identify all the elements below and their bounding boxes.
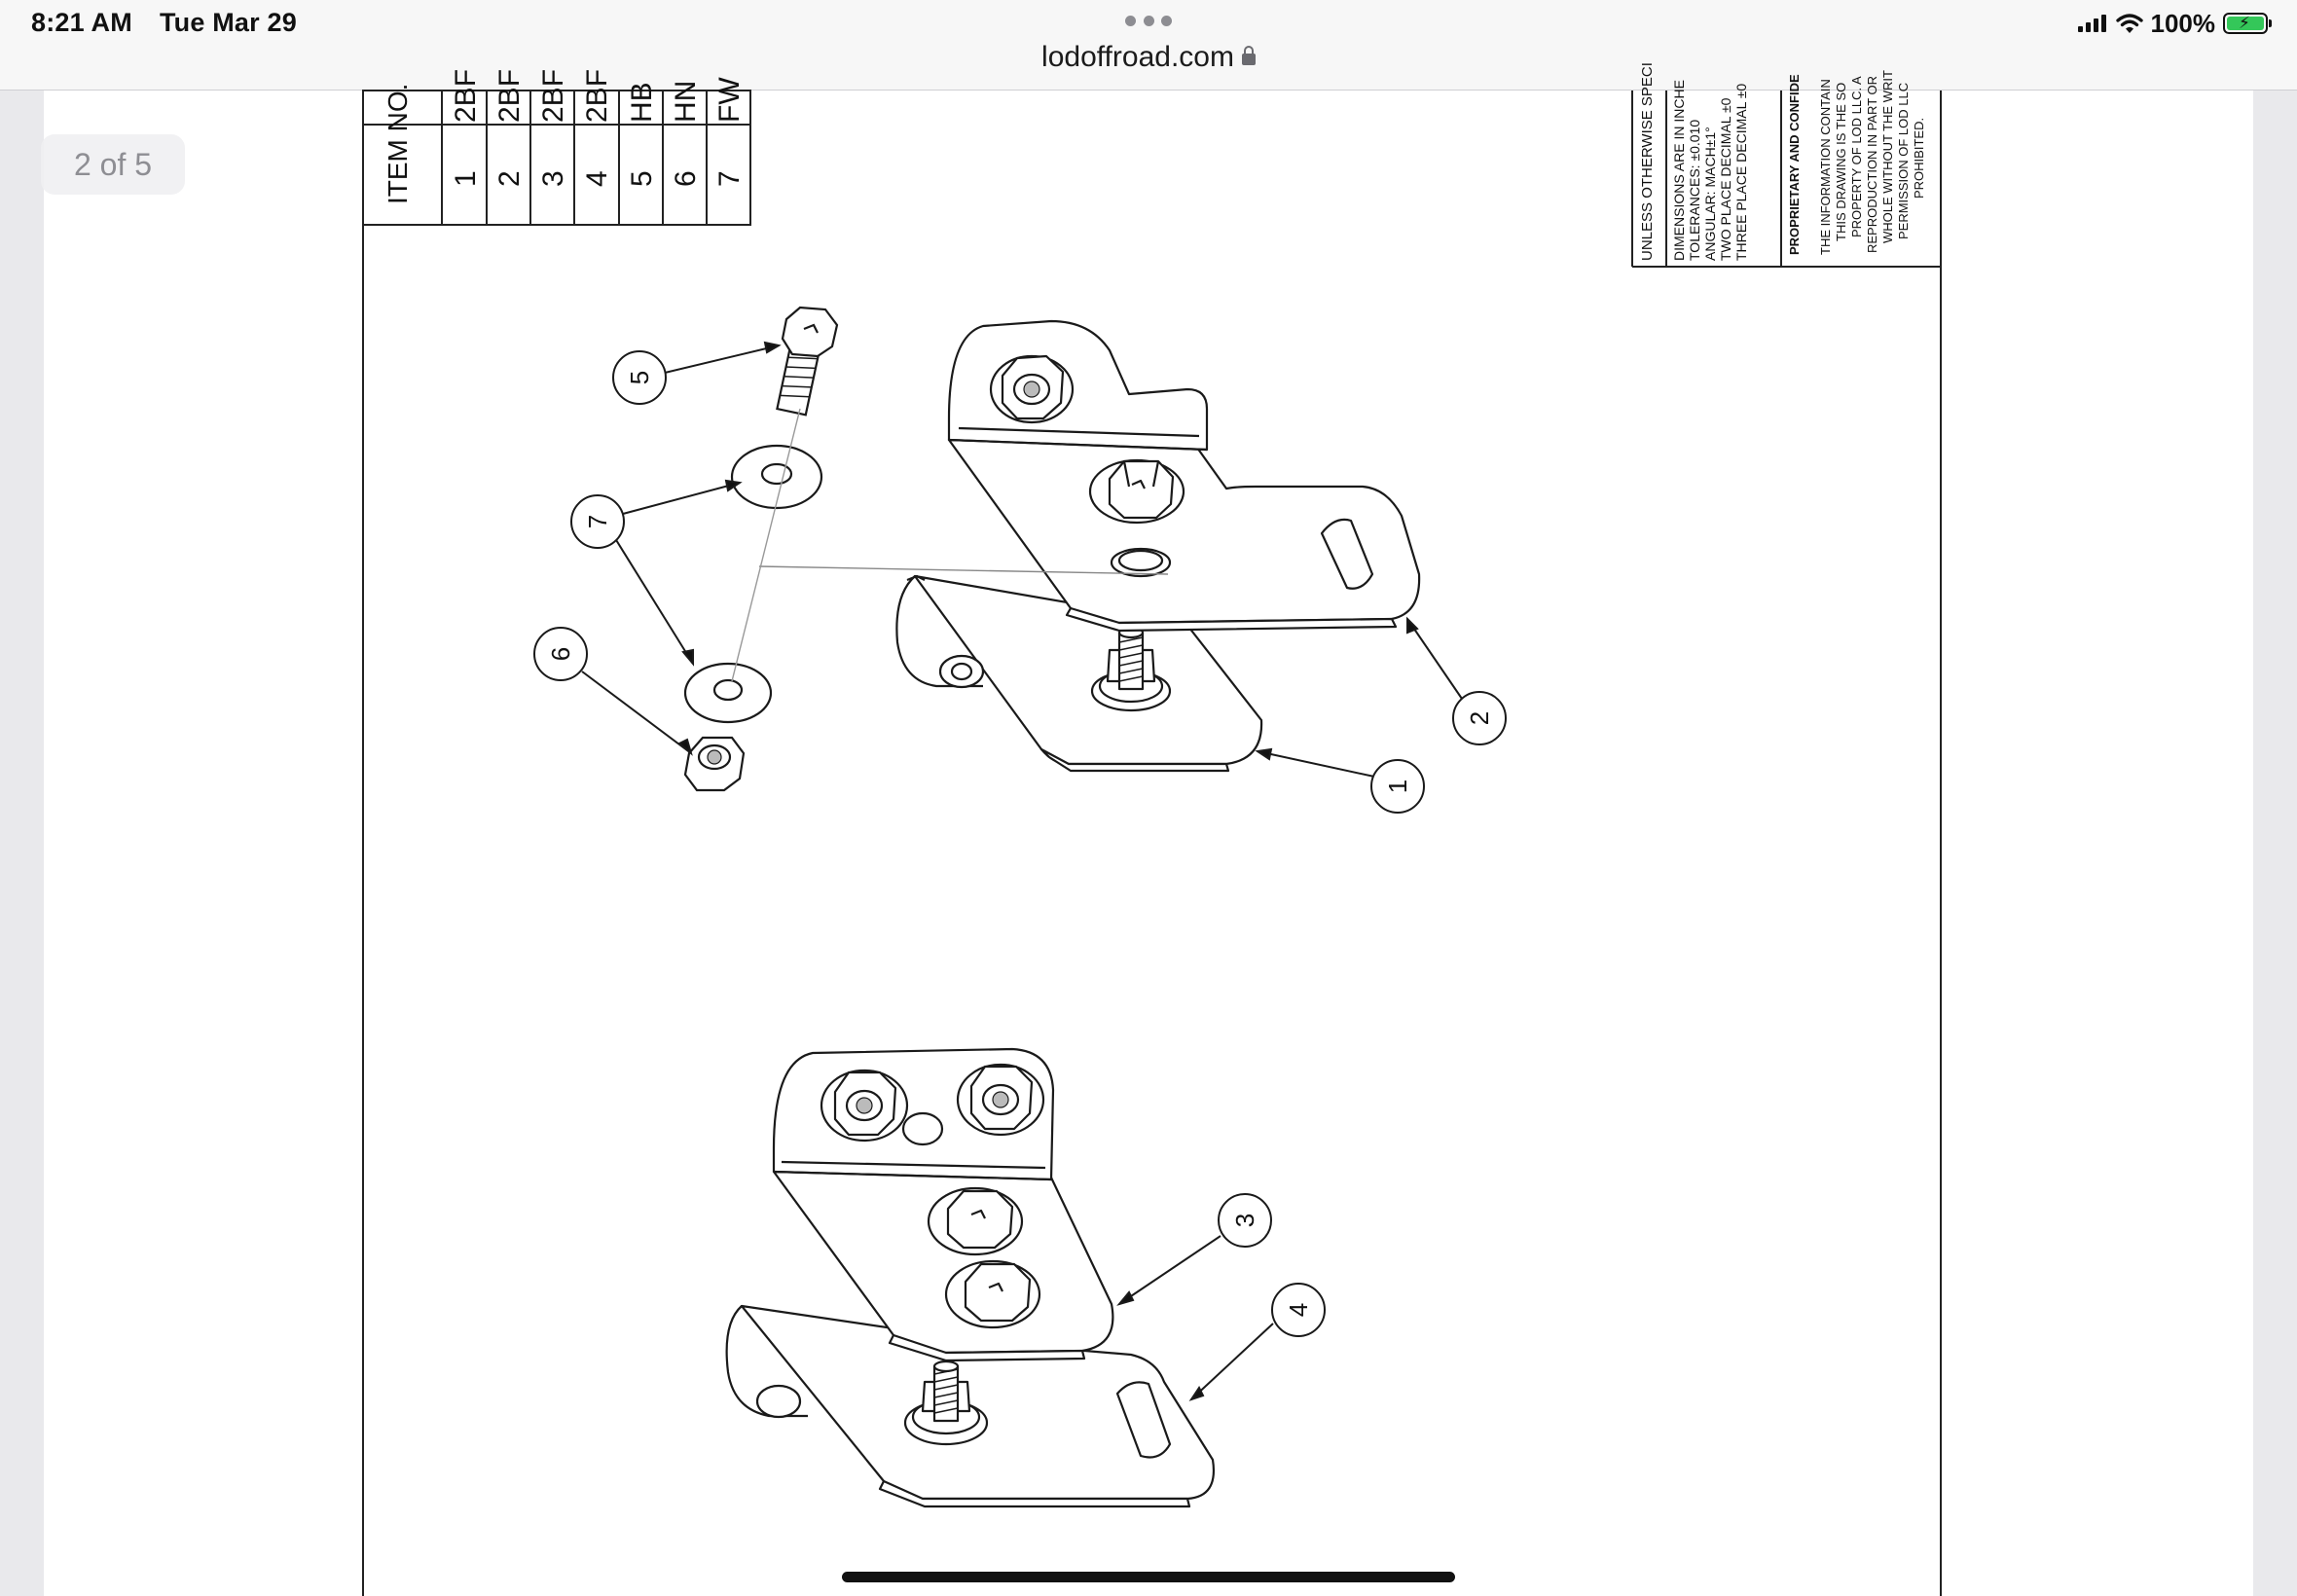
- proprietary-heading: PROPRIETARY AND CONFIDE: [1787, 74, 1802, 255]
- spec-line-5: THREE PLACE DECIMAL ±0: [1733, 83, 1749, 261]
- battery-percent: 100%: [2150, 8, 2215, 38]
- proprietary-line-1: THE INFORMATION CONTAIN: [1818, 79, 1833, 255]
- spec-line-2: TOLERANCES: ±0.010: [1687, 119, 1702, 261]
- bom-header-item-no: ITEM NO.: [383, 83, 413, 204]
- bom-part-1: 2BF: [450, 68, 482, 123]
- upper-bracket-assembly: [759, 321, 1419, 771]
- page-indicator: 2 of 5: [41, 134, 185, 195]
- bom-item-2: 2: [493, 170, 526, 187]
- callout-7-label: 7: [583, 514, 612, 529]
- bom-part-5: HB: [626, 82, 658, 123]
- bom-part-6: HN: [670, 80, 702, 123]
- url-text: lodoffroad.com: [1041, 41, 1234, 73]
- proprietary-line-4: REPRODUCTION IN PART OR: [1865, 75, 1879, 253]
- hex-bolt-item-5: [777, 308, 837, 415]
- callout-5-label: 5: [625, 370, 654, 385]
- bom-item-5: 5: [626, 170, 658, 187]
- proprietary-line-5: WHOLE WITHOUT THE WRIT: [1880, 70, 1895, 243]
- flat-washer-item-7-top: [732, 446, 821, 508]
- loose-hardware: [685, 308, 837, 790]
- callout-3-label: 3: [1230, 1213, 1259, 1228]
- bom-part-4: 2BF: [581, 68, 613, 123]
- proprietary-line-6: PERMISSION OF LOD LLC: [1896, 82, 1911, 239]
- bom-item-4: 4: [581, 170, 613, 187]
- bom-part-7: FW: [713, 77, 746, 123]
- hex-nut-item-6: [685, 738, 744, 790]
- home-indicator[interactable]: [842, 1572, 1455, 1582]
- bom-item-1: 1: [450, 170, 482, 187]
- callout-6-label: 6: [546, 646, 575, 662]
- proprietary-line-2: THIS DRAWING IS THE SO: [1834, 82, 1848, 241]
- spec-line-3: ANGULAR: MACH±1°: [1702, 127, 1718, 261]
- proprietary-line-3: PROPERTY OF LOD LLC. A: [1849, 76, 1864, 237]
- spec-heading: UNLESS OTHERWISE SPECI: [1639, 62, 1656, 261]
- battery-charging-icon: ⚡: [2223, 13, 2268, 34]
- status-date: Tue Mar 29: [159, 8, 297, 37]
- bracket-2-upright: [949, 321, 1207, 450]
- bom-item-7: 7: [713, 170, 746, 187]
- bom-item-6: 6: [670, 170, 702, 187]
- bom-part-3: 2BF: [537, 68, 569, 123]
- lower-bracket-assembly: [727, 1049, 1214, 1506]
- status-time: 8:21 AM: [31, 8, 132, 37]
- bom-item-3: 3: [537, 170, 569, 187]
- callout-1-label: 1: [1383, 779, 1412, 794]
- proprietary-line-7: PROHIBITED.: [1912, 117, 1926, 199]
- spec-line-4: TWO PLACE DECIMAL ±0: [1718, 97, 1733, 261]
- spec-line-1: DIMENSIONS ARE IN INCHE: [1671, 80, 1687, 261]
- flat-washer-item-7-bottom: [685, 664, 771, 722]
- bom-part-2: 2BF: [493, 68, 526, 123]
- callout-4-label: 4: [1284, 1302, 1313, 1318]
- callout-2-label: 2: [1465, 710, 1494, 726]
